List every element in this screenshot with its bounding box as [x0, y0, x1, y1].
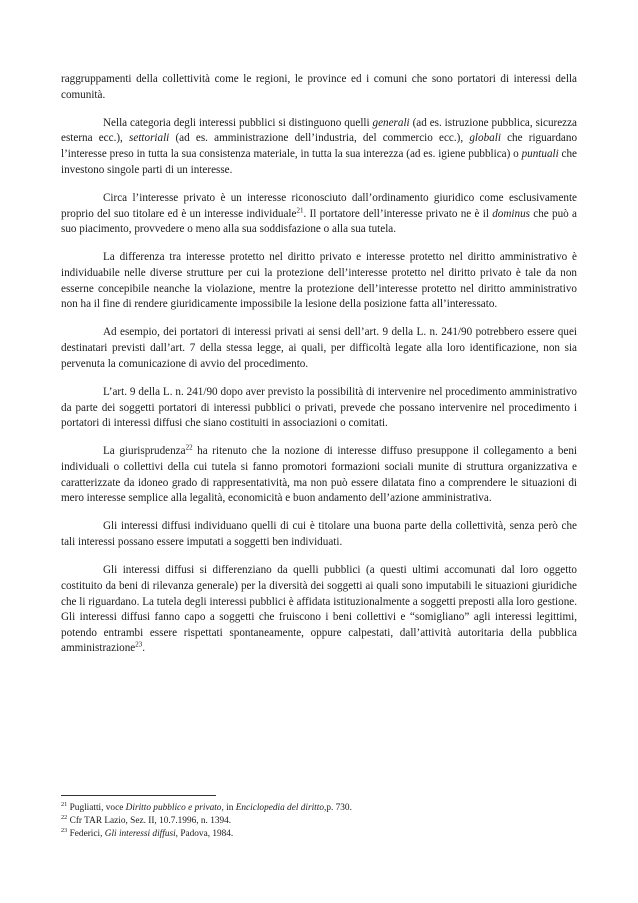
italic-term: dominus [492, 207, 530, 220]
footnote [61, 828, 577, 841]
text-segment: raggruppamenti della collettività come le regioni, le province ed i comuni che sono portatori di interessi della comunità. [61, 73, 577, 101]
italic-term: generali [372, 116, 410, 129]
italic-term: globali [469, 132, 501, 145]
text-segment: , Padova, 1984. [175, 829, 234, 840]
paragraph [61, 385, 577, 432]
footnote-number: 21 [61, 800, 68, 808]
footnote [61, 802, 577, 815]
footnote-reference: 22 [185, 443, 193, 452]
text-segment: (ad es. amministrazione dell’industria, del commercio ecc.), [169, 132, 470, 145]
paragraph [61, 519, 577, 550]
text-segment: Gli interessi diffusi individuano quelli di cui è titolare una buona parte della collettività, senza però che tali interessi possano essere imputati a soggetti ben individuati. [61, 520, 577, 549]
text-segment: Ad esempio, dei portatori di interessi privati ai sensi dell’art. 9 della L. n. 241/90 potrebbero essere quei destinatari previsti dall’art. 7 della stessa legge, ai quali, per difficoltà legate alla loro identificazione, non sia pervenuta la comunicazione di avvio del procedimento. [61, 326, 577, 370]
italic-term: settoriali [129, 132, 170, 145]
text-segment: Gli interessi diffusi si differenziano da quelli pubblici (a questi ultimi accomunati dal loro oggetto costituito da beni di rilevanza generale) per la diversità dei soggetti ai quali sono imputabili le situazioni giuridiche che li riguardano. La tutela degli interessi pubblici è affidata istituzionalmente a soggetti preposti alla loro gestione. Gli interessi diffusi fanno capo a soggetti che fruiscono i beni collettivi e “somigliano” agli interessi legittimi, potendo entrambi essere rispettati spontaneamente, oppure calpestati, dall’attività autoritaria della pubblica amministrazione [61, 564, 577, 655]
footnote-list [61, 802, 577, 842]
paragraph [61, 191, 577, 238]
text-segment: che può a suo piacimento, provvedere o meno alla sua soddisfazione o alla sua tutela. [61, 207, 577, 236]
paragraph [61, 116, 577, 178]
document-body [61, 72, 577, 670]
text-segment: (ad es. istruzione pubblica, sicurezza esterna ecc.), [61, 116, 578, 145]
footnote-number: 23 [61, 827, 68, 835]
footnote-separator [61, 795, 216, 796]
paragraph [61, 444, 577, 506]
text-segment: Circa l’interesse privato è un interesse riconosciuto dall’ordinamento giuridico come esclusivamente proprio del suo titolare ed è un interesse individuale [61, 191, 577, 220]
text-segment: . Il portatore dell’interesse privato ne è il [303, 207, 493, 220]
footnotes-section [61, 795, 577, 842]
italic-term: Gli interessi diffusi [104, 829, 176, 840]
paragraph [61, 325, 577, 372]
footnote-reference: 21 [296, 205, 304, 214]
text-segment: Nella categoria degli interessi pubblici si distinguono quelli [103, 116, 373, 129]
text-segment: L’art. 9 della L. n. 241/90 dopo aver previsto la possibilità di intervenire nel procedimento amministrativo da parte dei soggetti portatori di interessi pubblici o privati, prevede che possano intervenire nel procedimento i portatori di interessi diffusi che siano costituiti in associazioni o comitati. [61, 385, 577, 430]
text-segment: che investono singole parti di un interesse. [61, 148, 577, 176]
text-segment: La differenza tra interesse protetto nel diritto privato e interesse protetto nel diritto amministrativo è individuabile nelle diverse strutture per cui la protezione dell’interesse protetto nel diritto privato è tale da non esserne concepibile neanche la violazione, mentre la protezione dell’interesse protetto nel diritto amministrativo non ha il fine di rendere giuridicamente impossibile la lesione della posizione fatta all’interessato. [61, 251, 577, 311]
text-segment: Federici, [67, 829, 105, 840]
italic-term: puntuali [521, 148, 559, 161]
text-segment: in [223, 803, 236, 813]
paragraph [61, 250, 577, 312]
paragraph [61, 72, 577, 103]
footnote [61, 815, 577, 828]
paragraph [61, 563, 577, 657]
text-segment: . [142, 642, 146, 655]
text-segment: che riguardano l’interesse preso in tutta la sua consistenza materiale, in tutta la sua interezza (ad es. igiene pubblica) o [61, 132, 578, 161]
footnote-reference: 23 [135, 640, 143, 649]
text-segment: ha ritenuto che la nozione di interesse diffuso presuppone il collegamento a beni individuali o collettivi della cui tutela si fanno promotori formazioni sociali munite di struttura organizzativa e caratterizzate da idoneo grado di rappresentatività, ma non può essere dilatata fino a comprendere le situazioni di mero interesse semplice alla legalità, economicità e buon andamento dell’azione amministrativa. [61, 445, 577, 505]
footnote-number: 22 [61, 814, 68, 822]
text-segment: Cfr TAR Lazio, Sez. II, 10.7.1996, n. 1394. [67, 816, 232, 827]
text-segment: La giurisprudenza [103, 445, 186, 458]
text-segment: Pugliatti, voce [67, 803, 126, 813]
text-segment: ,p. 730. [324, 803, 352, 813]
italic-term: Enciclopedia del diritto [235, 803, 324, 813]
italic-term: Diritto pubblico e privato, [125, 803, 224, 813]
